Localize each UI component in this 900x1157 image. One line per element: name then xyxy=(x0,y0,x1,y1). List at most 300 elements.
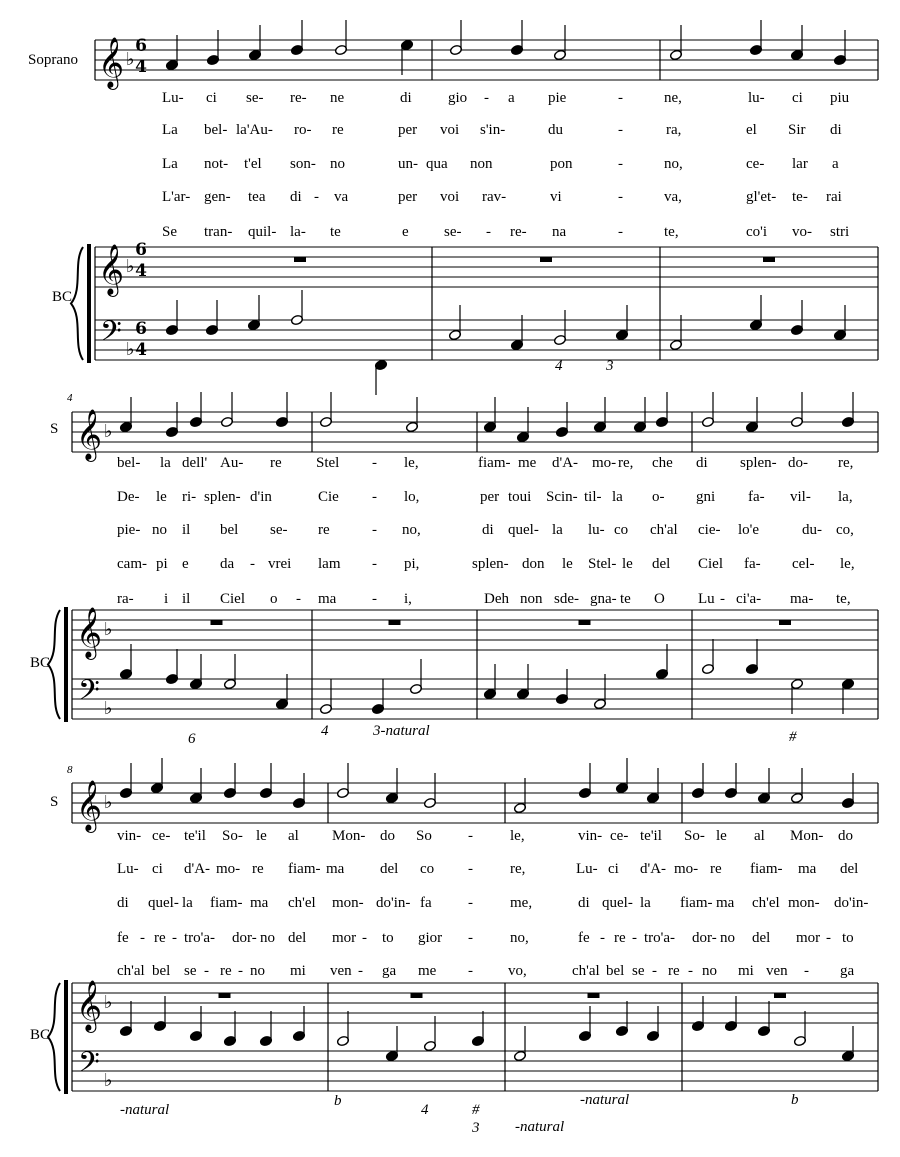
whole-rest xyxy=(540,257,552,262)
lyric-syllable: va xyxy=(334,189,349,205)
lyric-syllable: co xyxy=(420,861,435,877)
flat-sign: ♭ xyxy=(104,992,113,1013)
verse-5 xyxy=(162,224,849,240)
lyric-syllable: del xyxy=(288,930,307,946)
figure: 6 xyxy=(188,731,196,747)
verse-2 xyxy=(117,489,853,505)
lyric-syllable: ch'el xyxy=(752,895,780,911)
whole-rest xyxy=(389,620,401,625)
lyric-syllable: t'el xyxy=(244,156,262,172)
lyric-hyphen: - xyxy=(468,828,473,844)
lyric-hyphen: - xyxy=(358,963,363,979)
whole-rest xyxy=(763,257,775,262)
lyric-syllable: va, xyxy=(664,189,682,205)
lyric-syllable: mo- xyxy=(216,861,241,877)
lyric-hyphen: - xyxy=(172,930,177,946)
lyric-syllable: se- xyxy=(270,522,288,538)
lyric-syllable: Lu xyxy=(698,591,715,607)
lyric-syllable: me, xyxy=(510,895,533,911)
lyric-hyphen: - xyxy=(618,122,623,138)
treble-clef: 𝄞 xyxy=(98,244,125,295)
lyric-syllable: ra- xyxy=(117,591,134,607)
lyric-syllable: ga xyxy=(840,963,855,979)
figure: b xyxy=(791,1092,799,1108)
lyric-hyphen: - xyxy=(618,189,623,205)
lyric-syllable: te xyxy=(330,224,341,240)
treble-clef: 𝄞 xyxy=(76,607,103,658)
lyric-syllable: L'ar- xyxy=(162,189,191,205)
lyric-syllable: quel- xyxy=(508,522,539,538)
lyric-syllable: cel- xyxy=(792,556,815,572)
measure-number: 8 xyxy=(67,764,73,776)
lyric-syllable: gio xyxy=(448,90,468,106)
lyric-hyphen: - xyxy=(250,556,255,572)
lyric-syllable: lo, xyxy=(404,489,420,505)
lyric-syllable: lo'e xyxy=(738,522,760,538)
lyric-syllable: to xyxy=(842,930,854,946)
lyric-syllable: ch'al xyxy=(117,963,145,979)
lyric-syllable: no, xyxy=(402,522,421,538)
lyric-syllable: lu- xyxy=(588,522,605,538)
lyric-syllable: not- xyxy=(204,156,229,172)
lyric-syllable: Cie xyxy=(318,489,339,505)
lyric-syllable: fiam- xyxy=(210,895,243,911)
lyric-syllable: ma xyxy=(250,895,269,911)
lyric-syllable: pi xyxy=(156,556,168,572)
lyric-syllable: la xyxy=(160,455,171,471)
lyric-syllable: Lu- xyxy=(162,90,184,106)
lyric-syllable: al xyxy=(754,828,765,844)
lyric-syllable: bel xyxy=(152,963,171,979)
lyric-syllable: ch'al xyxy=(572,963,600,979)
lyric-syllable: rav- xyxy=(482,189,507,205)
lyric-syllable: del xyxy=(652,556,671,572)
verse-1 xyxy=(162,90,850,106)
lyric-syllable: i, xyxy=(404,591,412,607)
whole-rest xyxy=(774,993,786,998)
lyric-syllable: Ciel xyxy=(220,591,245,607)
lyric-syllable: ri- xyxy=(182,489,197,505)
lyric-hyphen: - xyxy=(618,224,623,240)
treble-clef: 𝄞 xyxy=(98,37,125,88)
lyric-syllable: fiam- xyxy=(750,861,783,877)
lyric-syllable: del xyxy=(752,930,771,946)
lyric-syllable: ce- xyxy=(152,828,171,844)
figure: 4 xyxy=(555,358,563,374)
lyric-syllable: stri xyxy=(830,224,850,240)
lyric-syllable: tran- xyxy=(204,224,233,240)
lyric-syllable: te, xyxy=(664,224,679,240)
lyric-syllable: te, xyxy=(836,591,851,607)
time-sig-bottom: 4 xyxy=(135,57,147,77)
lyric-syllable: re, xyxy=(838,455,854,471)
lyric-syllable: Scin- xyxy=(546,489,578,505)
lyric-syllable: mon- xyxy=(788,895,820,911)
lyric-syllable: ci xyxy=(206,90,217,106)
lyric-syllable: ma xyxy=(716,895,735,911)
lyric-syllable: il xyxy=(182,522,191,538)
verse-2 xyxy=(162,122,842,138)
lyric-syllable: no, xyxy=(664,156,683,172)
lyric-syllable: ra, xyxy=(666,122,682,138)
lyric-syllable: pie- xyxy=(117,522,141,538)
figure: # xyxy=(789,729,797,745)
lyric-syllable: cie- xyxy=(698,522,721,538)
measure-number: 4 xyxy=(67,392,73,404)
text-layer xyxy=(28,36,868,1136)
lyric-hyphen: - xyxy=(618,90,623,106)
lyric-syllable: Se xyxy=(162,224,177,240)
lyric-syllable: me xyxy=(518,455,537,471)
lyric-syllable: me xyxy=(418,963,437,979)
lyric-hyphen: - xyxy=(720,591,725,607)
lyric-syllable: d'A- xyxy=(640,861,667,877)
lyric-syllable: a xyxy=(832,156,839,172)
lyric-syllable: Lu- xyxy=(576,861,598,877)
lyric-syllable: re- xyxy=(290,90,307,106)
flat-sign: ♭ xyxy=(126,256,135,277)
lyric-syllable: ce- xyxy=(746,156,765,172)
lyric-syllable: bel xyxy=(606,963,625,979)
verse-4 xyxy=(162,189,842,205)
part-label-soprano: Soprano xyxy=(28,52,78,68)
lyric-syllable: re xyxy=(220,963,232,979)
lyric-syllable: le xyxy=(156,489,167,505)
lyric-hyphen: - xyxy=(600,930,605,946)
lyric-syllable: ci xyxy=(792,90,803,106)
lyric-syllable: Ciel xyxy=(698,556,723,572)
lyric-syllable: gior xyxy=(418,930,443,946)
lyric-syllable: ma xyxy=(326,861,345,877)
lyric-syllable: dor- xyxy=(692,930,717,946)
flat-sign: ♭ xyxy=(104,1070,113,1091)
lyric-syllable: to xyxy=(382,930,394,946)
lyric-syllable: re xyxy=(332,122,344,138)
lyric-syllable: quel- xyxy=(148,895,179,911)
lyric-syllable: di xyxy=(117,895,129,911)
whole-rest xyxy=(779,620,791,625)
lyric-syllable: re xyxy=(270,455,282,471)
lyric-syllable: Stel- xyxy=(588,556,617,572)
lyric-syllable: mor xyxy=(332,930,357,946)
lyric-syllable: o xyxy=(270,591,278,607)
lyric-syllable: tro'a- xyxy=(184,930,216,946)
lyric-syllable: Au- xyxy=(220,455,244,471)
lyric-syllable: re xyxy=(710,861,722,877)
lyric-syllable: la- xyxy=(290,224,306,240)
lyric-syllable: mon- xyxy=(332,895,364,911)
lyric-syllable: ce- xyxy=(610,828,629,844)
figure: -natural xyxy=(120,1102,170,1118)
lyric-syllable: che xyxy=(652,455,673,471)
time-sig-top: 6 xyxy=(135,36,147,56)
lyric-syllable: son- xyxy=(290,156,316,172)
lyric-syllable: gen- xyxy=(204,189,231,205)
flat-sign: ♭ xyxy=(104,619,113,640)
lyric-hyphen: - xyxy=(372,591,377,607)
lyric-syllable: lar xyxy=(792,156,808,172)
lyric-syllable: ne xyxy=(330,90,345,106)
figure: 4 xyxy=(421,1102,429,1118)
lyric-syllable: fiam- xyxy=(478,455,511,471)
lyric-syllable: se- xyxy=(246,90,264,106)
lyric-syllable: il xyxy=(182,591,191,607)
lyric-syllable: du- xyxy=(802,522,822,538)
lyric-syllable: re- xyxy=(510,224,527,240)
lyric-syllable: per xyxy=(398,122,418,138)
lyric-syllable: fe xyxy=(578,930,590,946)
lyric-syllable: d'A- xyxy=(184,861,211,877)
lyric-syllable: La xyxy=(162,122,178,138)
figure: -natural xyxy=(515,1119,565,1135)
lyric-syllable: un- xyxy=(398,156,418,172)
lyric-syllable: le xyxy=(622,556,633,572)
treble-clef: 𝄞 xyxy=(76,780,103,831)
figure: -natural xyxy=(580,1092,630,1108)
lyric-syllable: no xyxy=(702,963,717,979)
lyric-syllable: fiam- xyxy=(288,861,321,877)
lyric-syllable: cam- xyxy=(117,556,147,572)
verse-1 xyxy=(117,455,853,471)
part-label-soprano-short: S xyxy=(50,421,59,437)
lyric-syllable: no xyxy=(260,930,275,946)
lyric-syllable: pie xyxy=(548,90,567,106)
lyric-syllable: te'il xyxy=(184,828,206,844)
verse-1 xyxy=(117,828,853,844)
lyric-syllable: piu xyxy=(830,90,850,106)
verse-2 xyxy=(117,861,858,877)
lyric-syllable: do'in- xyxy=(376,895,411,911)
time-sig-top: 6 xyxy=(135,319,147,339)
lyric-syllable: quel- xyxy=(602,895,633,911)
lyric-syllable: O xyxy=(654,591,665,607)
lyric-syllable: fa xyxy=(420,895,432,911)
lyric-syllable: di xyxy=(400,90,412,106)
figure: 4 xyxy=(321,723,329,739)
lyric-syllable: la'Au- xyxy=(236,122,273,138)
lyric-syllable: du xyxy=(548,122,563,138)
lyric-hyphen: - xyxy=(632,930,637,946)
lyric-syllable: te xyxy=(620,591,631,607)
lyric-syllable: co xyxy=(614,522,629,538)
time-sig-bottom: 4 xyxy=(135,261,147,281)
lyric-syllable: al xyxy=(288,828,299,844)
lyric-syllable: gna- xyxy=(590,591,617,607)
part-label-bc: BC xyxy=(30,655,51,671)
lyric-syllable: vrei xyxy=(268,556,292,572)
verse-4 xyxy=(117,556,855,572)
lyric-syllable: til- xyxy=(584,489,602,505)
lyric-syllable: ven xyxy=(330,963,352,979)
lyric-syllable: rai xyxy=(826,189,842,205)
lyric-hyphen: - xyxy=(372,522,377,538)
lyric-syllable: le xyxy=(562,556,573,572)
lyric-syllable: vo- xyxy=(792,224,812,240)
flat-sign: ♭ xyxy=(104,792,113,813)
lyric-syllable: fe xyxy=(117,930,129,946)
lyric-syllable: co'i xyxy=(746,224,768,240)
lyric-syllable: no, xyxy=(510,930,529,946)
lyric-syllable: le, xyxy=(510,828,525,844)
lyric-syllable: d'in xyxy=(250,489,272,505)
lyric-syllable: Deh xyxy=(484,591,509,607)
lyric-syllable: ga xyxy=(382,963,397,979)
lyric-hyphen: - xyxy=(372,489,377,505)
lyric-hyphen: - xyxy=(314,189,319,205)
lyric-syllable: quil- xyxy=(248,224,277,240)
lyric-syllable: tro'a- xyxy=(644,930,676,946)
lyric-syllable: re xyxy=(614,930,626,946)
lyric-syllable: do'in- xyxy=(834,895,869,911)
verse-5 xyxy=(117,963,855,979)
whole-rest xyxy=(588,993,600,998)
lyric-syllable: le, xyxy=(404,455,419,471)
part-label-bc: BC xyxy=(52,289,73,305)
lyric-syllable: Sir xyxy=(788,122,806,138)
figure: # xyxy=(472,1102,480,1118)
lyric-syllable: s'in- xyxy=(480,122,506,138)
verse-3 xyxy=(162,156,839,172)
lyric-syllable: La xyxy=(162,156,178,172)
lyric-syllable: per xyxy=(398,189,418,205)
lyric-syllable: te'il xyxy=(640,828,662,844)
lyric-syllable: e xyxy=(182,556,189,572)
lyric-syllable: re xyxy=(154,930,166,946)
lyric-syllable: no xyxy=(720,930,735,946)
lyric-syllable: ma xyxy=(318,591,337,607)
lyric-syllable: non xyxy=(520,591,543,607)
bass-clef: 𝄢 xyxy=(100,315,122,355)
lyric-syllable: qua xyxy=(426,156,448,172)
lyric-syllable: don xyxy=(522,556,545,572)
lyric-syllable: vil- xyxy=(790,489,811,505)
lyric-syllable: vo, xyxy=(508,963,527,979)
lyric-syllable: le xyxy=(256,828,267,844)
lyric-syllable: ch'al xyxy=(650,522,678,538)
lyric-syllable: no xyxy=(152,522,167,538)
lyric-syllable: ne, xyxy=(664,90,682,106)
lyric-syllable: fa- xyxy=(748,489,765,505)
lyric-syllable: De- xyxy=(117,489,140,505)
lyric-syllable: re xyxy=(318,522,330,538)
lyric-hyphen: - xyxy=(484,90,489,106)
lyric-syllable: di xyxy=(290,189,302,205)
lyric-hyphen: - xyxy=(372,556,377,572)
lyric-syllable: bel xyxy=(220,522,239,538)
verse-3 xyxy=(117,895,868,911)
lyric-syllable: vi xyxy=(550,189,562,205)
lyric-syllable: fiam- xyxy=(680,895,713,911)
figure: 3 xyxy=(472,1120,480,1136)
lyric-syllable: no xyxy=(250,963,265,979)
lyric-syllable: lam xyxy=(318,556,341,572)
whole-rest xyxy=(219,993,231,998)
lyric-syllable: del xyxy=(380,861,399,877)
lyric-syllable: la, xyxy=(838,489,853,505)
flat-sign: ♭ xyxy=(104,421,113,442)
part-label-soprano-short: S xyxy=(50,794,59,810)
lyric-syllable: mor xyxy=(796,930,821,946)
lyric-syllable: se- xyxy=(444,224,462,240)
lyric-syllable: na xyxy=(552,224,567,240)
lyric-hyphen: - xyxy=(296,591,301,607)
lyric-hyphen: - xyxy=(140,930,145,946)
lyric-syllable: ci xyxy=(152,861,163,877)
figure: b xyxy=(334,1093,342,1109)
lyric-hyphen: - xyxy=(804,963,809,979)
lyric-syllable: ci'a- xyxy=(736,591,762,607)
lyric-syllable: splen- xyxy=(740,455,777,471)
lyric-syllable: no xyxy=(330,156,345,172)
lyric-syllable: per xyxy=(480,489,500,505)
flat-sign: ♭ xyxy=(104,698,113,719)
lyric-syllable: dell' xyxy=(182,455,208,471)
lyric-hyphen: - xyxy=(688,963,693,979)
lyric-syllable: So- xyxy=(684,828,705,844)
lyric-syllable: non xyxy=(470,156,493,172)
lyric-syllable: Mon- xyxy=(790,828,824,844)
lyric-syllable: di xyxy=(696,455,708,471)
lyric-syllable: ro- xyxy=(294,122,312,138)
lyric-syllable: pi, xyxy=(404,556,420,572)
bass-clef: 𝄢 xyxy=(78,674,100,714)
lyric-syllable: re, xyxy=(618,455,634,471)
lyric-syllable: del xyxy=(840,861,859,877)
lyric-syllable: mi xyxy=(290,963,306,979)
lyric-syllable: mo- xyxy=(592,455,617,471)
whole-rest xyxy=(211,620,223,625)
lyric-syllable: sde- xyxy=(554,591,579,607)
lyric-syllable: gni xyxy=(696,489,716,505)
lyric-syllable: So xyxy=(416,828,432,844)
figure: 3-natural xyxy=(373,723,430,739)
lyric-syllable: la xyxy=(640,895,651,911)
lyric-syllable: la xyxy=(552,522,563,538)
lyric-syllable: bel- xyxy=(204,122,228,138)
lyric-syllable: e xyxy=(402,224,409,240)
figure: 3 xyxy=(606,358,614,374)
lyric-syllable: se xyxy=(632,963,645,979)
lyric-syllable: vin- xyxy=(117,828,142,844)
lyric-syllable: o- xyxy=(652,489,665,505)
lyric-syllable: el xyxy=(746,122,757,138)
lyric-syllable: la xyxy=(182,895,193,911)
treble-clef: 𝄞 xyxy=(76,409,103,460)
lyric-hyphen: - xyxy=(486,224,491,240)
lyric-syllable: tea xyxy=(248,189,266,205)
lyric-hyphen: - xyxy=(652,963,657,979)
lyric-syllable: ch'el xyxy=(288,895,316,911)
verse-5 xyxy=(117,591,851,607)
lyric-syllable: re xyxy=(668,963,680,979)
whole-rest xyxy=(411,993,423,998)
lyric-hyphen: - xyxy=(468,930,473,946)
flat-sign: ♭ xyxy=(126,339,135,360)
lyric-hyphen: - xyxy=(826,930,831,946)
lyric-syllable: se xyxy=(184,963,197,979)
bass-clef: 𝄢 xyxy=(78,1046,100,1086)
lyric-syllable: do xyxy=(838,828,853,844)
lyric-syllable: di xyxy=(578,895,590,911)
brace xyxy=(71,247,83,360)
lyric-hyphen: - xyxy=(204,963,209,979)
lyric-syllable: a xyxy=(508,90,515,106)
lyric-hyphen: - xyxy=(618,156,623,172)
lyric-syllable: d'A- xyxy=(552,455,579,471)
lyric-syllable: splen- xyxy=(204,489,241,505)
time-sig-top: 6 xyxy=(135,240,147,260)
lyric-syllable: Lu- xyxy=(117,861,139,877)
